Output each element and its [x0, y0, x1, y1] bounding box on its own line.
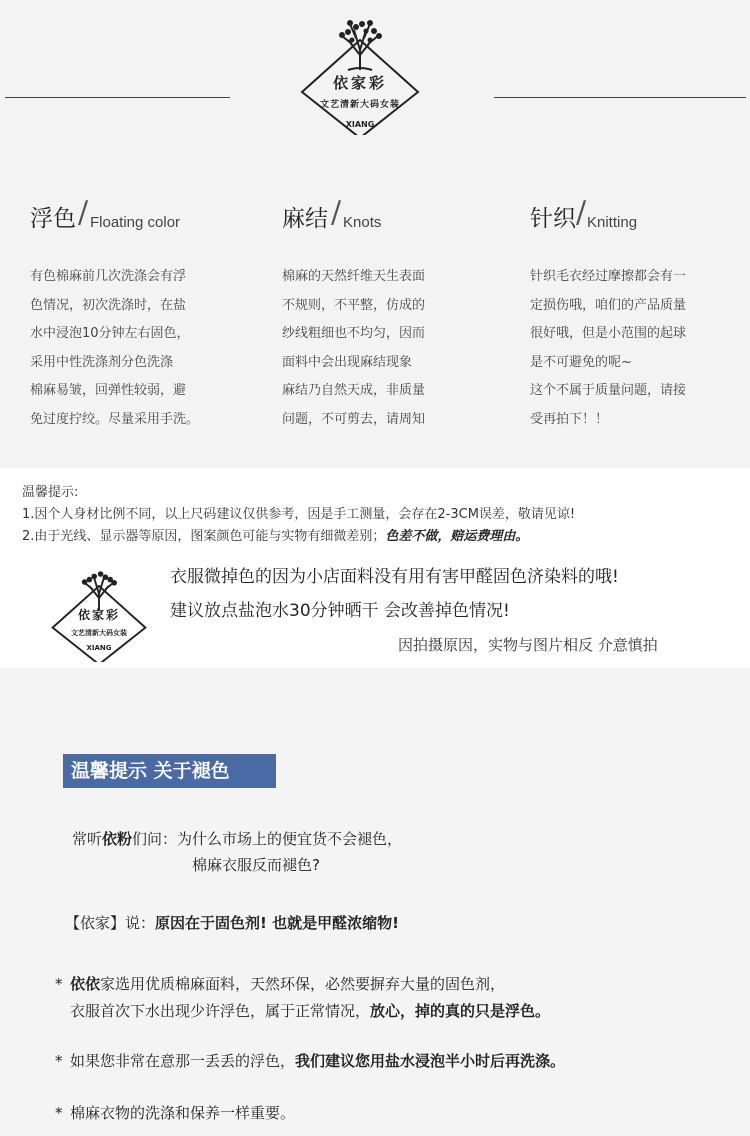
- slash-divider: /: [78, 195, 89, 230]
- column-title-en: Knitting: [587, 214, 638, 231]
- answer-prefix: 【依家】说：: [65, 914, 156, 932]
- body-line: 是不可避免的呢~: [530, 354, 632, 370]
- bullet-3: [55, 1100, 295, 1127]
- body-line: 定损伤哦，咱们的产品质量: [530, 297, 687, 313]
- bullet-3-text: 棉麻衣物的洗涤和保养一样重要。: [70, 1104, 296, 1122]
- body-line: 有色棉麻前几次洗涤会有浮: [30, 269, 187, 284]
- column-knitting: [530, 195, 740, 434]
- notice-item-1: 1.因个人身材比例不同，以上尺码建议仅供参考，因是手工测量，会存在2-3CM误差，敬请见谅!: [22, 507, 576, 522]
- brand-logo-small: [40, 562, 158, 662]
- column-title-cn: 针织: [530, 206, 576, 232]
- bullet-1-line-2: 衣服首次下水出现少许浮色，属于正常情况，: [70, 1002, 371, 1020]
- brand-slogan: 文艺清新大码女装: [71, 628, 127, 637]
- body-line: 很好哦，但是小范围的起球: [530, 326, 687, 341]
- column-floating-color: [30, 195, 240, 434]
- brand-latin: XIANG: [86, 644, 112, 652]
- slash-divider: /: [576, 195, 587, 230]
- column-title-cn: 浮色: [30, 206, 76, 232]
- notice-item-2: [22, 526, 750, 548]
- notice-heading: 温馨提示:: [22, 485, 79, 500]
- column-title: [282, 195, 492, 235]
- brand-latin: XIANG: [345, 120, 375, 129]
- care-guide-section: [0, 0, 750, 468]
- body-line: 色情况，初次洗涤时，在盐: [30, 297, 187, 313]
- fade-note-line-1: 衣服微掉色的因为小店面料没有用有害甲醛固色济染料的哦!: [170, 567, 619, 587]
- body-line: 棉麻易皱，回弹性较弱，避: [30, 383, 187, 398]
- body-line: 水中浸泡10分钟左右固色，: [30, 326, 190, 341]
- bullet-2-text: 如果您非常在意那一丢丢的浮色，: [70, 1052, 296, 1070]
- brand-slogan: 文艺清新大码女装: [319, 100, 400, 110]
- fading-tip-section: [0, 668, 750, 1136]
- fading-tip-badge: 温馨提示 关于褪色: [63, 754, 276, 788]
- bullet-1-bold: 依依: [70, 975, 101, 993]
- slash-divider: /: [331, 195, 342, 230]
- body-line: 棉麻的天然纤维天生表面: [282, 269, 426, 284]
- column-body: [530, 263, 740, 434]
- body-line: 免过度拧绞。尽量采用手洗。: [30, 411, 200, 427]
- column-title: [530, 195, 740, 235]
- body-line: 纱线粗细也不均匀，因而: [282, 326, 426, 341]
- column-title: [30, 195, 240, 235]
- column-title-en: Floating color: [90, 214, 181, 231]
- notice-item-2-text: 2.由于光线、显示器等原因，图案颜色可能与实物有细微差别；: [22, 529, 386, 544]
- question-prefix: 常听: [72, 830, 103, 848]
- body-line: 问题，不可剪去，请周知: [282, 411, 426, 427]
- bullet-2-bold: 我们建议您用盐水浸泡半小时后再洗涤。: [295, 1052, 566, 1070]
- question-bold: 依粉: [102, 830, 133, 848]
- column-title-en: Knots: [343, 214, 382, 231]
- bullet-star: *: [55, 1052, 63, 1070]
- bullet-1-line-2-bold: 放心，掉的真的只是浮色。: [370, 1002, 551, 1020]
- column-body: [282, 263, 492, 434]
- divider-left: [5, 97, 230, 98]
- body-line: 不规则，不平整，仿成的: [282, 297, 426, 313]
- body-line: 麻结乃自然天成，非质量: [282, 383, 426, 398]
- body-line: 受再拍下！！: [530, 411, 609, 427]
- fade-note-line-3: 因拍摄原因，实物与图片相反 介意慎拍: [398, 636, 658, 654]
- bullet-2: [55, 1048, 565, 1075]
- column-title-cn: 麻结: [282, 206, 328, 232]
- bullet-1-line-1: 家选用优质棉麻面料，天然环保，必然要摒弃大量的固色剂，: [100, 975, 506, 993]
- body-line: 针织毛衣经过摩擦都会有一: [530, 269, 687, 284]
- body-line: 面料中会出现麻结现象: [282, 354, 413, 370]
- column-body: [30, 263, 240, 434]
- brand-logo: [290, 10, 430, 135]
- brand-name: 依家彩: [332, 74, 387, 92]
- bullet-star: *: [55, 975, 63, 993]
- fade-note-line-2: 建议放点盐泡水30分钟晒干 会改善掉色情况!: [170, 601, 510, 621]
- body-line: 这个不属于质量问题，请接: [530, 383, 687, 398]
- brand-name: 依家彩: [77, 608, 120, 622]
- bullet-star: *: [55, 1104, 63, 1122]
- answer-bold: 原因在于固色剂! 也就是甲醛浓缩物!: [155, 914, 399, 932]
- question-line-2: 棉麻衣服反而褪色?: [192, 856, 320, 874]
- notice-block: [0, 468, 750, 548]
- divider-right: [494, 97, 746, 98]
- body-line: 采用中性洗涤剂分色洗涤: [30, 354, 174, 370]
- question-line-1: [72, 828, 402, 849]
- column-knots: [282, 195, 492, 434]
- answer-line: [65, 912, 399, 933]
- notice-item-2-handwritten: 色差不做，赔运费理由。: [385, 529, 529, 544]
- question-suffix: 们问：为什么市场上的便宜货不会褪色，: [132, 830, 403, 848]
- bullet-1: [55, 971, 550, 1025]
